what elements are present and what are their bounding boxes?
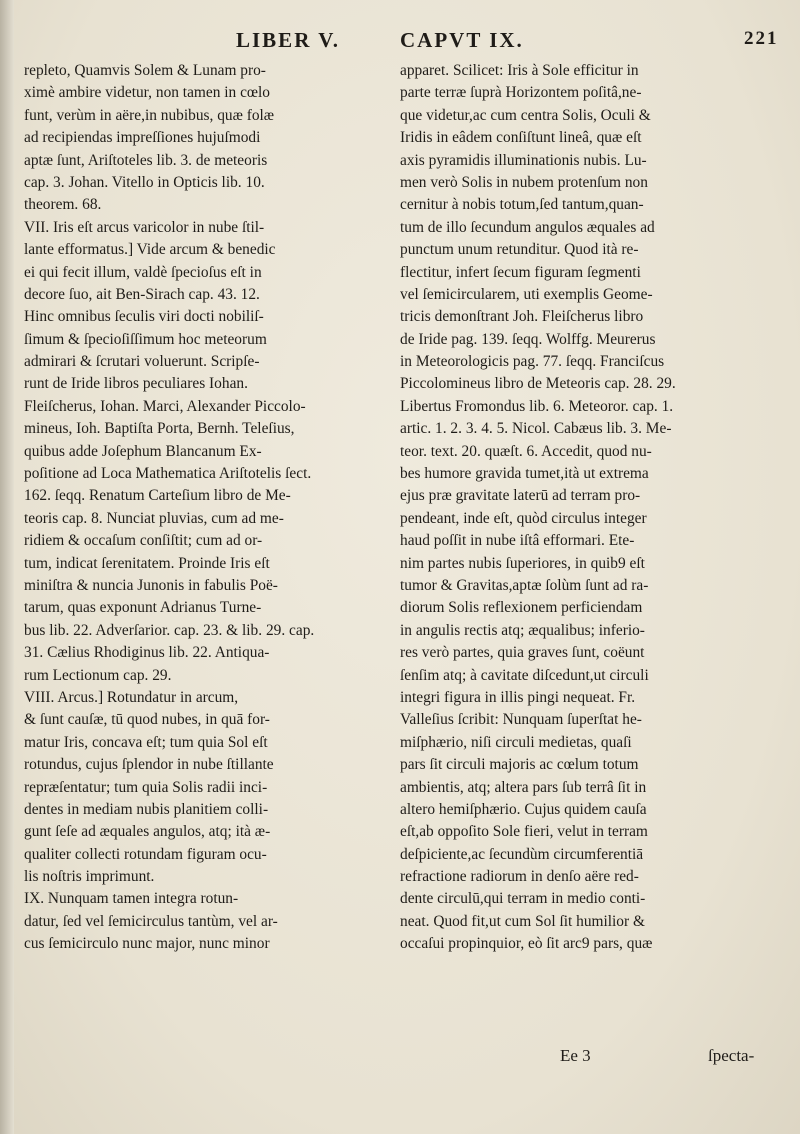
text-line: axis pyramidis illuminationis nubis. Lu- bbox=[400, 151, 647, 169]
text-line: dente circulū,qui terram in medio conti- bbox=[400, 890, 646, 908]
text-line: Piccolomineus libro de Meteoris cap. 28. 29. bbox=[400, 375, 676, 393]
text-line: integri figura in illis pingi nequeat. Fr. bbox=[400, 688, 636, 706]
text-line: altero hemiſphærio. Cujus quidem cauſa bbox=[400, 800, 647, 818]
text-line: Valleſius ſcribit: Nunquam ſuperſtat he- bbox=[400, 711, 642, 729]
text-line: 31. Cælius Rhodiginus lib. 22. Antiqua- bbox=[24, 644, 270, 662]
text-line: que videtur,ac cum centra Solis, Oculi & bbox=[400, 106, 651, 124]
text-line: runt de Iride libros peculiares Iohan. bbox=[24, 375, 248, 393]
right-text-column bbox=[400, 60, 782, 956]
text-line: datur, ſed vel ſemicirculus tantùm, vel ar- bbox=[24, 912, 278, 930]
text-line: quibus adde Joſephum Blancanum Ex- bbox=[24, 442, 262, 460]
text-line: gunt ſeſe ad æquales angulos, atq; ità æ- bbox=[24, 823, 271, 841]
signature-mark: Ee 3 bbox=[560, 1046, 591, 1065]
text-line: lante efformatus.] Vide arcum & benedic bbox=[24, 241, 276, 259]
text-line: Fleiſcherus, Iohan. Marci, Alexander Piccolo- bbox=[24, 397, 306, 415]
text-line: haud poſſit in nube iſtâ efformari. Ete- bbox=[400, 532, 635, 550]
text-line: parte terræ ſuprà Horizontem poſitâ,ne- bbox=[400, 84, 642, 102]
text-line: artic. 1. 2. 3. 4. 5. Nicol. Cabæus lib. 3. Me- bbox=[400, 420, 672, 438]
text-line: cernitur à nobis totum,ſed tantum,quan- bbox=[400, 196, 644, 214]
text-line: 162. ſeqq. Renatum Carteſium libro de Me- bbox=[24, 487, 291, 505]
text-line: ximè ambire videtur, non tamen in cœlo bbox=[24, 84, 270, 102]
text-line: bus lib. 22. Adverſarior. cap. 23. & lib. 29. cap. bbox=[24, 621, 315, 639]
text-line: ad recipiendas impreſſiones hujuſmodi bbox=[24, 129, 261, 147]
text-line: rotundus, cujus ſplendor in nube ſtillante bbox=[24, 756, 274, 774]
text-line: matur Iris, concava eſt; tum quia Sol eſt bbox=[24, 733, 268, 751]
text-line: admirari & ſcrutari voluerunt. Scripſe- bbox=[24, 353, 260, 371]
text-line: VII. Iris eſt arcus varicolor in nube ſtil- bbox=[24, 218, 265, 236]
text-line: funt, verùm in aëre,in nubibus, quæ folæ bbox=[24, 106, 275, 124]
text-line: occaſui propinquior, eò ſit arc9 pars, quæ bbox=[400, 935, 653, 953]
text-line: teoris cap. 8. Nunciat pluvias, cum ad me- bbox=[24, 509, 284, 527]
text-line: dentes in mediam nubis planitiem colli- bbox=[24, 800, 269, 818]
text-line: repleto, Quamvis Solem & Lunam pro- bbox=[24, 62, 266, 79]
text-line: vel ſemicircularem, uti exemplis Geome- bbox=[400, 285, 653, 303]
text-line: aptæ ſunt, Ariſtoteles lib. 3. de meteoris bbox=[24, 151, 268, 169]
text-line: ſenſim atq; à cavitate diſcedunt,ut circuli bbox=[400, 666, 649, 684]
text-line: res verò partes, quia graves ſunt, coëunt bbox=[400, 644, 645, 662]
text-line: rum Lectionum cap. 29. bbox=[24, 666, 172, 684]
text-line: tricis demonſtrant Joh. Fleiſcherus libro bbox=[400, 308, 644, 326]
left-text-column bbox=[24, 60, 392, 956]
text-line: Iridis in eâdem conſiſtunt lineâ, quæ eſt bbox=[400, 129, 642, 147]
header-chapter-title: CAPVT IX. bbox=[400, 28, 524, 52]
text-line: refractione radiorum in denſo aëre red- bbox=[400, 868, 639, 886]
text-line: in angulis rectis atq; æqualibus; inferio- bbox=[400, 621, 645, 639]
text-line: ſimum & ſpecioſiſſimum hoc meteorum bbox=[24, 330, 267, 348]
text-line: flectitur, infert ſecum figuram ſegmenti bbox=[400, 263, 641, 281]
text-line: cus ſemicirculo nunc major, nunc minor bbox=[24, 935, 270, 953]
text-line: miniſtra & nuncia Junonis in fabulis Poë- bbox=[24, 576, 278, 594]
page-footer bbox=[0, 1046, 800, 1068]
text-line: decore ſuo, ait Ben-Sirach cap. 43. 12. bbox=[24, 285, 260, 303]
text-line: tum de illo ſecundum angulos æquales ad bbox=[400, 218, 655, 236]
catchword: ſpecta- bbox=[708, 1046, 755, 1065]
text-line: punctum unum retunditur. Quod ità re- bbox=[400, 241, 639, 259]
text-line: VIII. Arcus.] Rotundatur in arcum, bbox=[24, 688, 239, 706]
text-line: neat. Quod fit,ut cum Sol ſit humilior & bbox=[400, 912, 645, 930]
text-line: tumor & Gravitas,aptæ ſolùm ſunt ad ra- bbox=[400, 576, 649, 594]
text-line: qualiter collecti rotundam figuram ocu- bbox=[24, 845, 267, 863]
text-line: mineus, Ioh. Baptiſta Porta, Bernh. Teleſius, bbox=[24, 420, 295, 438]
text-line: pars ſit circuli majoris ac cœlum totum bbox=[400, 756, 639, 774]
text-line: pendeant, inde eſt, quòd circulus integer bbox=[400, 509, 647, 527]
text-line: cap. 3. Johan. Vitello in Opticis lib. 10. bbox=[24, 173, 265, 191]
running-header bbox=[0, 28, 800, 56]
page-number: 221 bbox=[744, 28, 779, 49]
text-line: ejus præ gravitate laterū ad terram pro- bbox=[400, 487, 641, 505]
text-line: ambientis, atq; altera pars ſub terrâ ſit in bbox=[400, 778, 647, 796]
text-line: ei qui fecit illum, valdè ſpecioſus eſt in bbox=[24, 263, 262, 281]
text-line: bes humore gravida tumet,ità ut extrema bbox=[400, 465, 649, 483]
text-line: & ſunt cauſæ, tū quod nubes, in quā for- bbox=[24, 711, 270, 729]
text-line: Libertus Fromondus lib. 6. Meteoror. cap. 1. bbox=[400, 397, 674, 415]
text-line: eſt,ab oppoſito Sole fieri, velut in terram bbox=[400, 823, 648, 841]
text-line: tarum, quas exponunt Adrianus Turne- bbox=[24, 599, 262, 617]
text-line: poſitione ad Loca Mathematica Ariſtotelis ſect. bbox=[24, 465, 312, 483]
text-line: in Meteorologicis pag. 77. ſeqq. Franciſcus bbox=[400, 353, 665, 371]
page-gutter-shadow bbox=[0, 0, 14, 1134]
text-line: apparet. Scilicet: Iris à Sole efficitur in bbox=[400, 62, 639, 79]
text-line: de Iride pag. 139. ſeqq. Wolffg. Meurerus bbox=[400, 330, 656, 348]
text-line: Hinc omnibus ſeculis viri docti nobiliſ- bbox=[24, 308, 264, 326]
text-line: men verò Solis in nubem protenſum non bbox=[400, 173, 648, 191]
header-book-title: LIBER V. bbox=[236, 28, 340, 52]
text-line: lis noſtris imprimunt. bbox=[24, 868, 155, 886]
text-line: theorem. 68. bbox=[24, 196, 102, 214]
text-line: deſpiciente,ac ſecundùm circumferentiā bbox=[400, 845, 644, 863]
text-line: tum, indicat ſerenitatem. Proinde Iris eſt bbox=[24, 554, 270, 572]
text-line: IX. Nunquam tamen integra rotun- bbox=[24, 890, 239, 908]
text-line: teor. text. 20. quæſt. 6. Accedit, quod nu- bbox=[400, 442, 652, 460]
text-line: ridiem & occaſum conſiſtit; cum ad or- bbox=[24, 532, 263, 550]
text-line: nim partes nubis ſuperiores, in quib9 eſt bbox=[400, 554, 645, 572]
text-line: diorum Solis reflexionem perficiendam bbox=[400, 599, 643, 617]
text-line: repræſentatur; tum quia Solis radii inci- bbox=[24, 778, 268, 796]
text-line: miſphærio, niſi circuli medietas, quaſi bbox=[400, 733, 632, 751]
